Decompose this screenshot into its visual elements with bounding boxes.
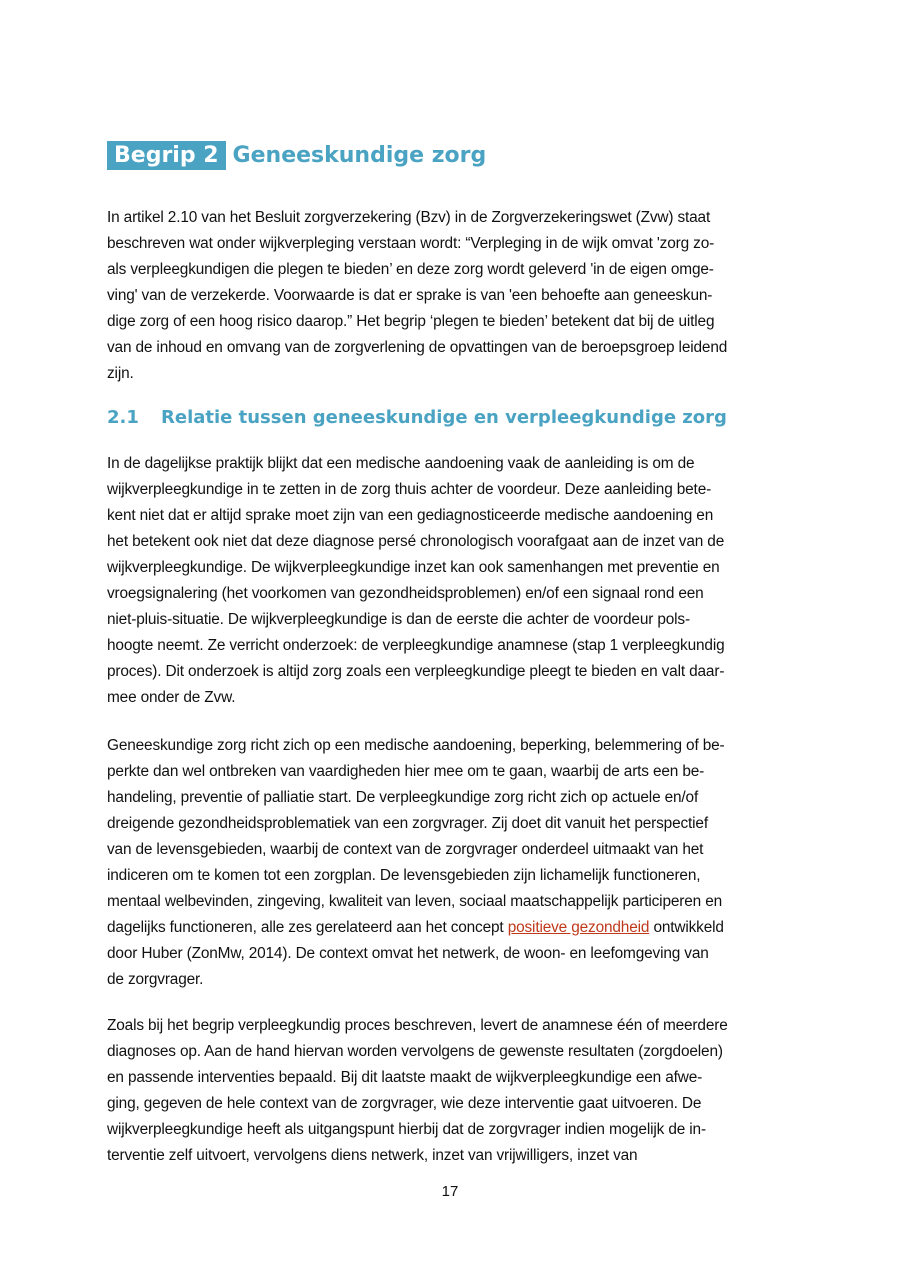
text-line: wijkverpleegkundige heeft als uitgangspunt hierbij dat de zorgvrager indien mogelijk de in- [107, 1121, 706, 1138]
text-line: wijkverpleegkundige. De wijkverpleegkundige inzet kan ook samenhangen met preventie en [107, 559, 720, 576]
intro-paragraph [107, 205, 807, 387]
paragraph-1 [107, 451, 807, 711]
text-line: en passende interventies bepaald. Bij dit laatste maakt de wijkverpleegkundige een afwe- [107, 1069, 703, 1086]
text-line: door Huber (ZonMw, 2014). De context omvat het netwerk, de woon- en leefomgeving van [107, 945, 709, 962]
text-line: van de inhoud en omvang van de zorgverlening de opvattingen van de beroepsgroep leidend [107, 339, 728, 356]
text-line: mentaal welbevinden, zingeving, kwaliteit van leven, sociaal maatschappelijk participeren en [107, 893, 723, 910]
text-line: zijn. [107, 365, 134, 382]
chapter-heading [107, 140, 486, 170]
text-line: Zoals bij het begrip verpleegkundig proces beschreven, levert de anamnese één of meerdere [107, 1017, 728, 1034]
text-line: als verpleegkundigen die plegen te bieden’ en deze zorg wordt geleverd 'in de eigen omge- [107, 261, 714, 278]
text-line: kent niet dat er altijd sprake moet zijn van een gediagnosticeerde medische aandoening en [107, 507, 714, 524]
text-line: niet-pluis-situatie. De wijkverpleegkundige is dan de eerste die achter de voordeur pols- [107, 611, 690, 628]
text-line: de zorgvrager. [107, 971, 204, 988]
text-line: hoogte neemt. Ze verricht onderzoek: de verpleegkundige anamnese (stap 1 verpleegkundig [107, 637, 725, 654]
text-line: terventie zelf uitvoert, vervolgens diens netwerk, inzet van vrijwilligers, inzet van [107, 1147, 638, 1164]
text-line: ving' van de verzekerde. Voorwaarde is dat er sprake is van 'een behoefte aan geneeskun- [107, 287, 713, 304]
section-title: Relatie tussen geneeskundige en verpleegkundige zorg [161, 407, 727, 428]
text-line: beschreven wat onder wijkverpleging verstaan wordt: “Verpleging in de wijk omvat 'zorg zo- [107, 235, 715, 252]
positieve-gezondheid-link[interactable]: positieve gezondheid [507, 919, 650, 936]
text-line: het betekent ook niet dat deze diagnose persé chronologisch voorafgaat aan de inzet van de [107, 533, 725, 550]
text-line: Geneeskundige zorg richt zich op een medische aandoening, beperking, belemmering of be- [107, 737, 725, 754]
text-line: diagnoses op. Aan de hand hiervan worden vervolgens de gewenste resultaten (zorgdoelen) [107, 1043, 723, 1060]
text-line: dreigende gezondheidsproblematiek van een zorgvrager. Zij doet dit vanuit het perspectief [107, 815, 708, 832]
text-line: ging, gegeven de hele context van de zorgvrager, wie deze interventie gaat uitvoeren. De [107, 1095, 702, 1112]
text-segment: ontwikkeld [649, 919, 724, 936]
text-line: perkte dan wel ontbreken van vaardigheden hier mee om te gaan, waarbij de arts een be- [107, 763, 705, 780]
text-line: vroegsignalering (het voorkomen van gezondheidsproblemen) en/of een signaal rond een [107, 585, 704, 602]
paragraph-2 [107, 733, 807, 993]
text-line-with-link [107, 915, 807, 941]
text-line: dige zorg of een hoog risico daarop.” Het begrip ‘plegen te bieden’ betekent dat bij de uitleg [107, 313, 715, 330]
page-number: 17 [441, 1183, 459, 1200]
paragraph-3 [107, 1013, 807, 1169]
section-number: 2.1 [107, 407, 139, 428]
section-heading [107, 407, 727, 428]
text-line: indiceren om te komen tot een zorgplan. De levensgebieden zijn lichamelijk functioneren, [107, 867, 701, 884]
chapter-title: Geneeskundige zorg [232, 142, 487, 168]
text-line: van de levensgebieden, waarbij de context van de zorgvrager onderdeel uitmaakt van het [107, 841, 704, 858]
text-segment: dagelijks functioneren, alle zes gerelateerd aan het concept [107, 919, 508, 936]
text-line: mee onder de Zvw. [107, 689, 236, 706]
chapter-tag: Begrip 2 [107, 141, 226, 170]
text-line: handeling, preventie of palliatie start. De verpleegkundige zorg richt zich op actuele en/of [107, 789, 699, 806]
text-line: In de dagelijkse praktijk blijkt dat een medische aandoening vaak de aanleiding is om de [107, 455, 695, 472]
text-line: wijkverpleegkundige in te zetten in de zorg thuis achter de voordeur. Deze aanleiding bete- [107, 481, 712, 498]
text-line: proces). Dit onderzoek is altijd zorg zoals een verpleegkundige pleegt te bieden en valt daar- [107, 663, 725, 680]
text-line: In artikel 2.10 van het Besluit zorgverzekering (Bzv) in de Zorgverzekeringswet (Zvw) staat [107, 209, 711, 226]
